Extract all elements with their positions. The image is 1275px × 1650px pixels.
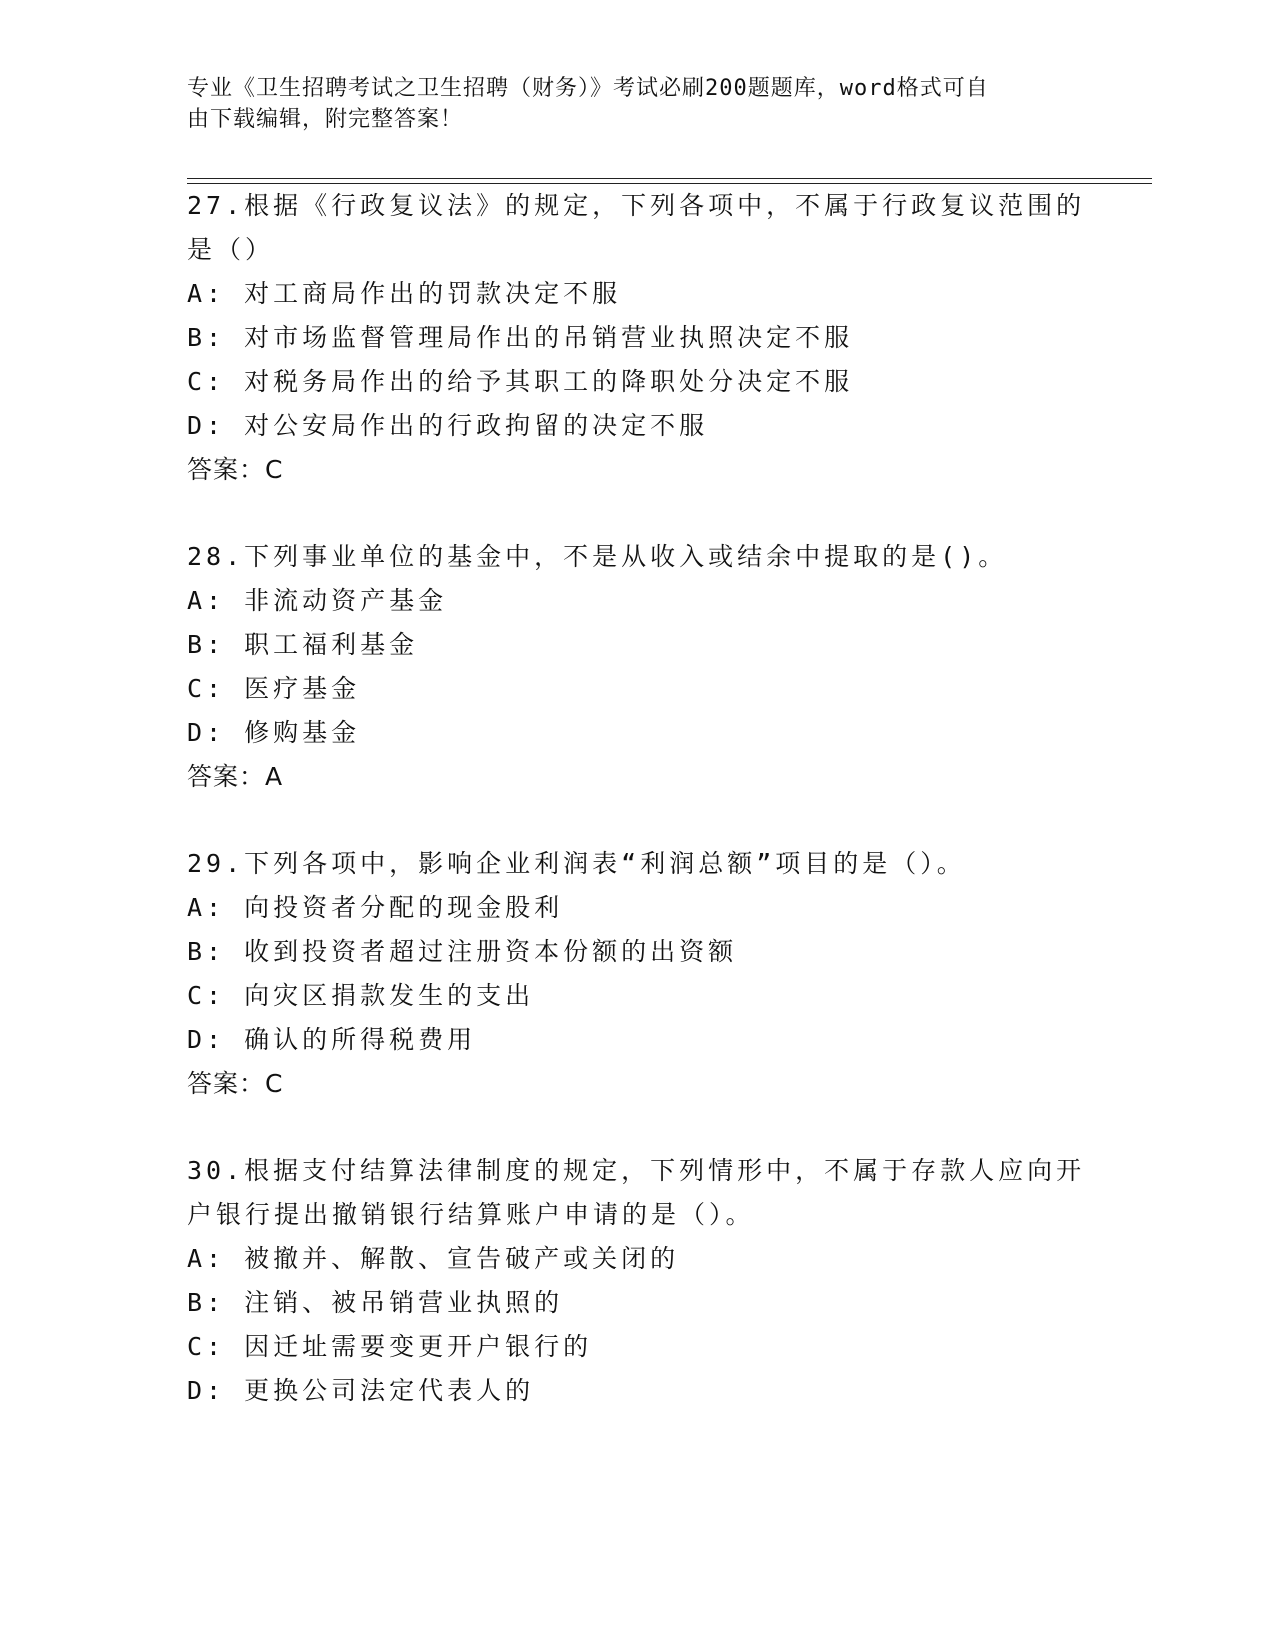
option-d: D: 修购基金	[187, 718, 361, 747]
question-stem-continued: 户银行提出撤销银行结算账户申请的是（）。	[187, 1200, 755, 1229]
question-stem: 27.根据《行政复议法》的规定，下列各项中，不属于行政复议范围的	[187, 191, 1086, 220]
option-b: B: 收到投资者超过注册资本份额的出资额	[187, 937, 738, 966]
option-b: B: 注销、被吊销营业执照的	[187, 1288, 564, 1317]
option-c: C: 向灾区捐款发生的支出	[187, 981, 535, 1010]
answer-label: 答案：A	[187, 762, 284, 791]
option-b: B: 职工福利基金	[187, 630, 419, 659]
option-b: B: 对市场监督管理局作出的吊销营业执照决定不服	[187, 323, 854, 352]
option-a: A: 向投资者分配的现金股利	[187, 893, 564, 922]
header-line-2: 由下载编辑，附完整答案！	[187, 107, 464, 132]
option-d: D: 对公安局作出的行政拘留的决定不服	[187, 411, 709, 440]
question-stem: 29.下列各项中，影响企业利润表“利润总额”项目的是（）。	[187, 849, 966, 878]
question-stem: 30.根据支付结算法律制度的规定，下列情形中，不属于存款人应向开	[187, 1156, 1086, 1185]
option-a: A: 非流动资产基金	[187, 586, 448, 615]
option-c: C: 因迁址需要变更开户银行的	[187, 1332, 593, 1361]
option-d: D: 确认的所得税费用	[187, 1025, 477, 1054]
answer-label: 答案：C	[187, 455, 284, 484]
option-c: C: 对税务局作出的给予其职工的降职处分决定不服	[187, 367, 854, 396]
option-a: A: 被撤并、解散、宣告破产或关闭的	[187, 1244, 680, 1273]
header-line-1: 专业《卫生招聘考试之卫生招聘（财务）》考试必刷200题题库，word格式可自	[187, 76, 989, 101]
header-rule-bottom	[187, 183, 1152, 184]
option-d: D: 更换公司法定代表人的	[187, 1376, 535, 1405]
question-stem-continued: 是（）	[187, 235, 275, 264]
question-stem: 28.下列事业单位的基金中，不是从收入或结余中提取的是()。	[187, 542, 1008, 571]
option-c: C: 医疗基金	[187, 674, 361, 703]
answer-label: 答案：C	[187, 1069, 284, 1098]
option-a: A: 对工商局作出的罚款决定不服	[187, 279, 622, 308]
header-rule-top	[187, 178, 1152, 179]
document-header	[187, 73, 1067, 135]
